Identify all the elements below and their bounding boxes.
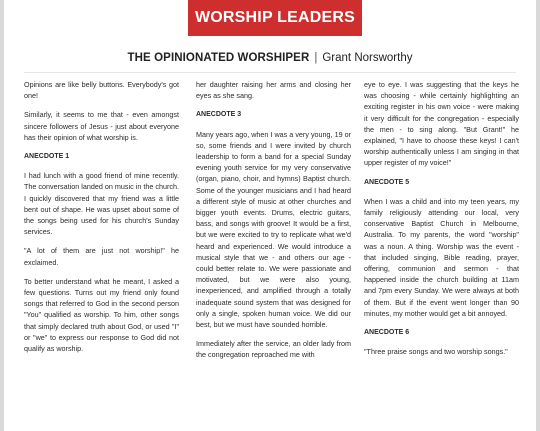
paragraph: "Three praise songs and two worship songs.": [364, 347, 508, 357]
paragraph: "A lot of them are just not worship!" he exclaimed.: [24, 246, 179, 267]
paragraph: eye to eye. I was suggesting that the keys he was choosing - while certainly highlighting an exciting register in his own voice - were making it very difficult for the congregation - especially the men - to sing along. "But Grant!" he explained, "I have to choose these keys! I can't worship authentically unless I am singing in that upper register of my voice!": [364, 80, 519, 168]
section-banner: [188, 0, 362, 36]
paragraph: her daughter raising her arms and closing her eyes as she sang.: [196, 80, 351, 101]
paragraph: Immediately after the service, an older lady from the congregation reproached me with: [196, 339, 351, 360]
anecdote-heading: ANECDOTE 3: [196, 111, 242, 119]
anecdote-heading: ANECDOTE 1: [24, 153, 70, 161]
paragraph: When I was a child and into my teen years, my family religiously attending our local, very conservative Baptist Church in Melbourne, Australia. To my parents, the word "worship" was a noun. A thing. Worship was the event - that included singing, Bible reading, prayer, offering, communion and sermon - that happened inside the church building at 11am and 7pm every Sunday. We were always at both of them. But if the event went longer than 90 minutes, my mother would get a bit annoyed.: [364, 196, 519, 318]
article-author: Grant Norsworthy: [322, 52, 413, 64]
byline-separator: |: [314, 52, 318, 64]
article-byline: [4, 52, 536, 64]
article-title: THE OPINIONATED WORSHIPER: [127, 52, 310, 64]
text-column-3: [364, 79, 519, 431]
text-column-2: [196, 79, 351, 431]
anecdote-heading: ANECDOTE 6: [364, 329, 410, 337]
text-column-1: [24, 79, 179, 431]
paragraph: I had lunch with a good friend of mine recently. The conversation landed on music in the church. I quickly discovered that my friend was a little bent out of shape. He was upset about some of the songs being used for his church's Sunday services.: [24, 171, 179, 237]
paragraph: To better understand what he meant, I asked a few questions. Turns out my friend only found songs that referred to God in the second person "You" qualified as worship. To him, other songs that simply declared truth about God, or used "I" or "we" to express our response to God did not qualify as worship.: [24, 276, 179, 354]
paragraph: Similarly, it seems to me that - even amongst sincere followers of Jesus - just about everyone has their opinion of what worship is.: [24, 110, 179, 142]
anecdote-heading: ANECDOTE 5: [364, 178, 410, 186]
header-divider: [24, 72, 516, 73]
magazine-page: [4, 0, 536, 431]
paragraph: Opinions are like belly buttons. Everybody's got one!: [24, 80, 179, 101]
paragraph: Many years ago, when I was a very young, 19 or so, some friends and I were invited by church leadership to form a band for a special Sunday evening youth service for my very conservative (organ, piano, choir, and hymns) Baptist church. Some of the younger musicians and I had heard a different style of music at other churches and bigger youth events. Drums, electric guitars, bass, and songs with groove! It would be a first, but we were excited to try to replicate what we'd heard and experienced. We would introduce a musical style that we - and others our age - could better relate to. We were passionate and motivated, but we were also young, inexperienced, and amplified through a totally inadequate sound system that was designed for only a single, spoken human voice. We did our best, but we must have sounded horrible.: [196, 129, 351, 330]
section-banner-label: WORSHIP LEADERS: [194, 9, 356, 26]
